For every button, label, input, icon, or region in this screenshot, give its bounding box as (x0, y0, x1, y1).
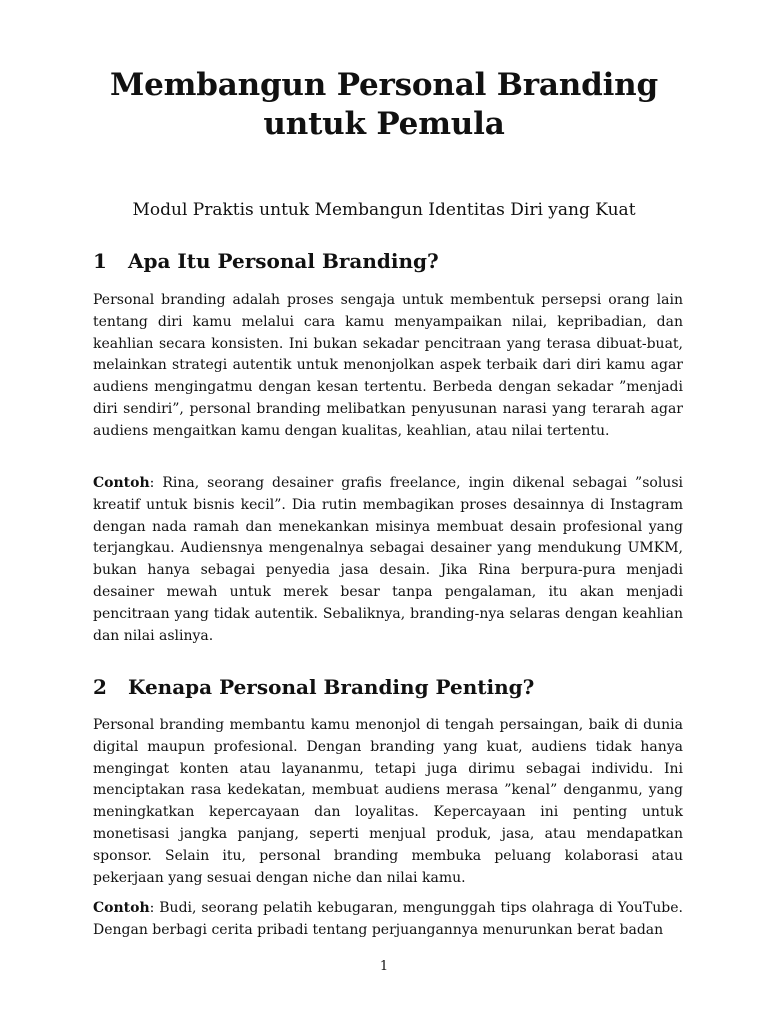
page-number: 1 (379, 959, 389, 974)
section-1-example-label: Contoh (93, 475, 150, 491)
section-1-number: 1 (93, 249, 107, 273)
section-1-heading (93, 247, 683, 275)
section-1-body: Personal branding adalah proses sengaja untuk membentuk persepsi orang lain tentang diri kamu melalui cara kamu menyampaikan nilai, kepribadian, dan keahlian secara konsisten. Ini bukan sekadar pencitraan yang terasa dibuat-buat, melainkan strategi autentik untuk menonjolkan aspek terbaik dari diri kamu agar audiens mengingatmu dengan kesan tertentu. Berbeda dengan sekadar ”menjadi diri sendiri”, personal branding melibatkan penyusunan narasi yang terarah agar audiens mengaitkan kamu dengan kualitas, keahlian, atau nilai tertentu. (93, 292, 683, 439)
section-1-example (93, 473, 683, 647)
section-2-heading (93, 673, 683, 701)
section-2-body: Personal branding membantu kamu menonjol di tengah persaingan, baik di dunia digital maupun profesional. Dengan branding yang kuat, audiens tidak hanya mengingat konten atau layananmu, tetapi juga dirimu sebagai individu. Ini menciptakan rasa kedekatan, membuat audiens merasa ”kenal” denganmu, yang meningkatkan kepercayaan dan loyalitas. Kepercayaan ini penting untuk monetisasi jangka panjang, seperti menjual produk, jasa, atau mendapatkan sponsor. Selain itu, personal branding membuka peluang kolaborasi atau pekerjaan yang sesuai dengan niche dan nilai kamu. (93, 717, 683, 886)
section-1-title: Apa Itu Personal Branding? (128, 249, 439, 273)
section-1-example-text: : Rina, seorang desainer grafis freelance, ingin dikenal sebagai ”solusi kreatif untuk bisnis kecil”. Dia rutin membagikan proses desainnya di Instagram dengan nada ramah dan menekankan misinya membuat desain profesional yang terjangkau. Audiensnya mengenalnya sebagai desainer yang mendukung UMKM, bukan hanya sebagai penyedia jasa desain. Jika Rina berpura-pura menjadi desainer mewah untuk merek besar tanpa pengalaman, itu akan menjadi pencitraan yang tidak autentik. Sebaliknya, branding-nya selaras dengan keahlian dan nilai aslinya. (93, 475, 683, 644)
document-subtitle: Modul Praktis untuk Membangun Identitas Diri yang Kuat (132, 200, 636, 220)
section-2-example-label: Contoh (93, 900, 150, 916)
section-2-example (93, 898, 683, 942)
section-2-title: Kenapa Personal Branding Penting? (128, 675, 535, 699)
document-title: Membangun Personal Branding untuk Pemula (110, 67, 658, 142)
section-2-example-text: : Budi, seorang pelatih kebugaran, mengunggah tips olahraga di YouTube. Dengan berbagi cerita pribadi tentang perjuangannya menurunkan berat badan (93, 900, 683, 938)
section-2-number: 2 (93, 675, 107, 699)
